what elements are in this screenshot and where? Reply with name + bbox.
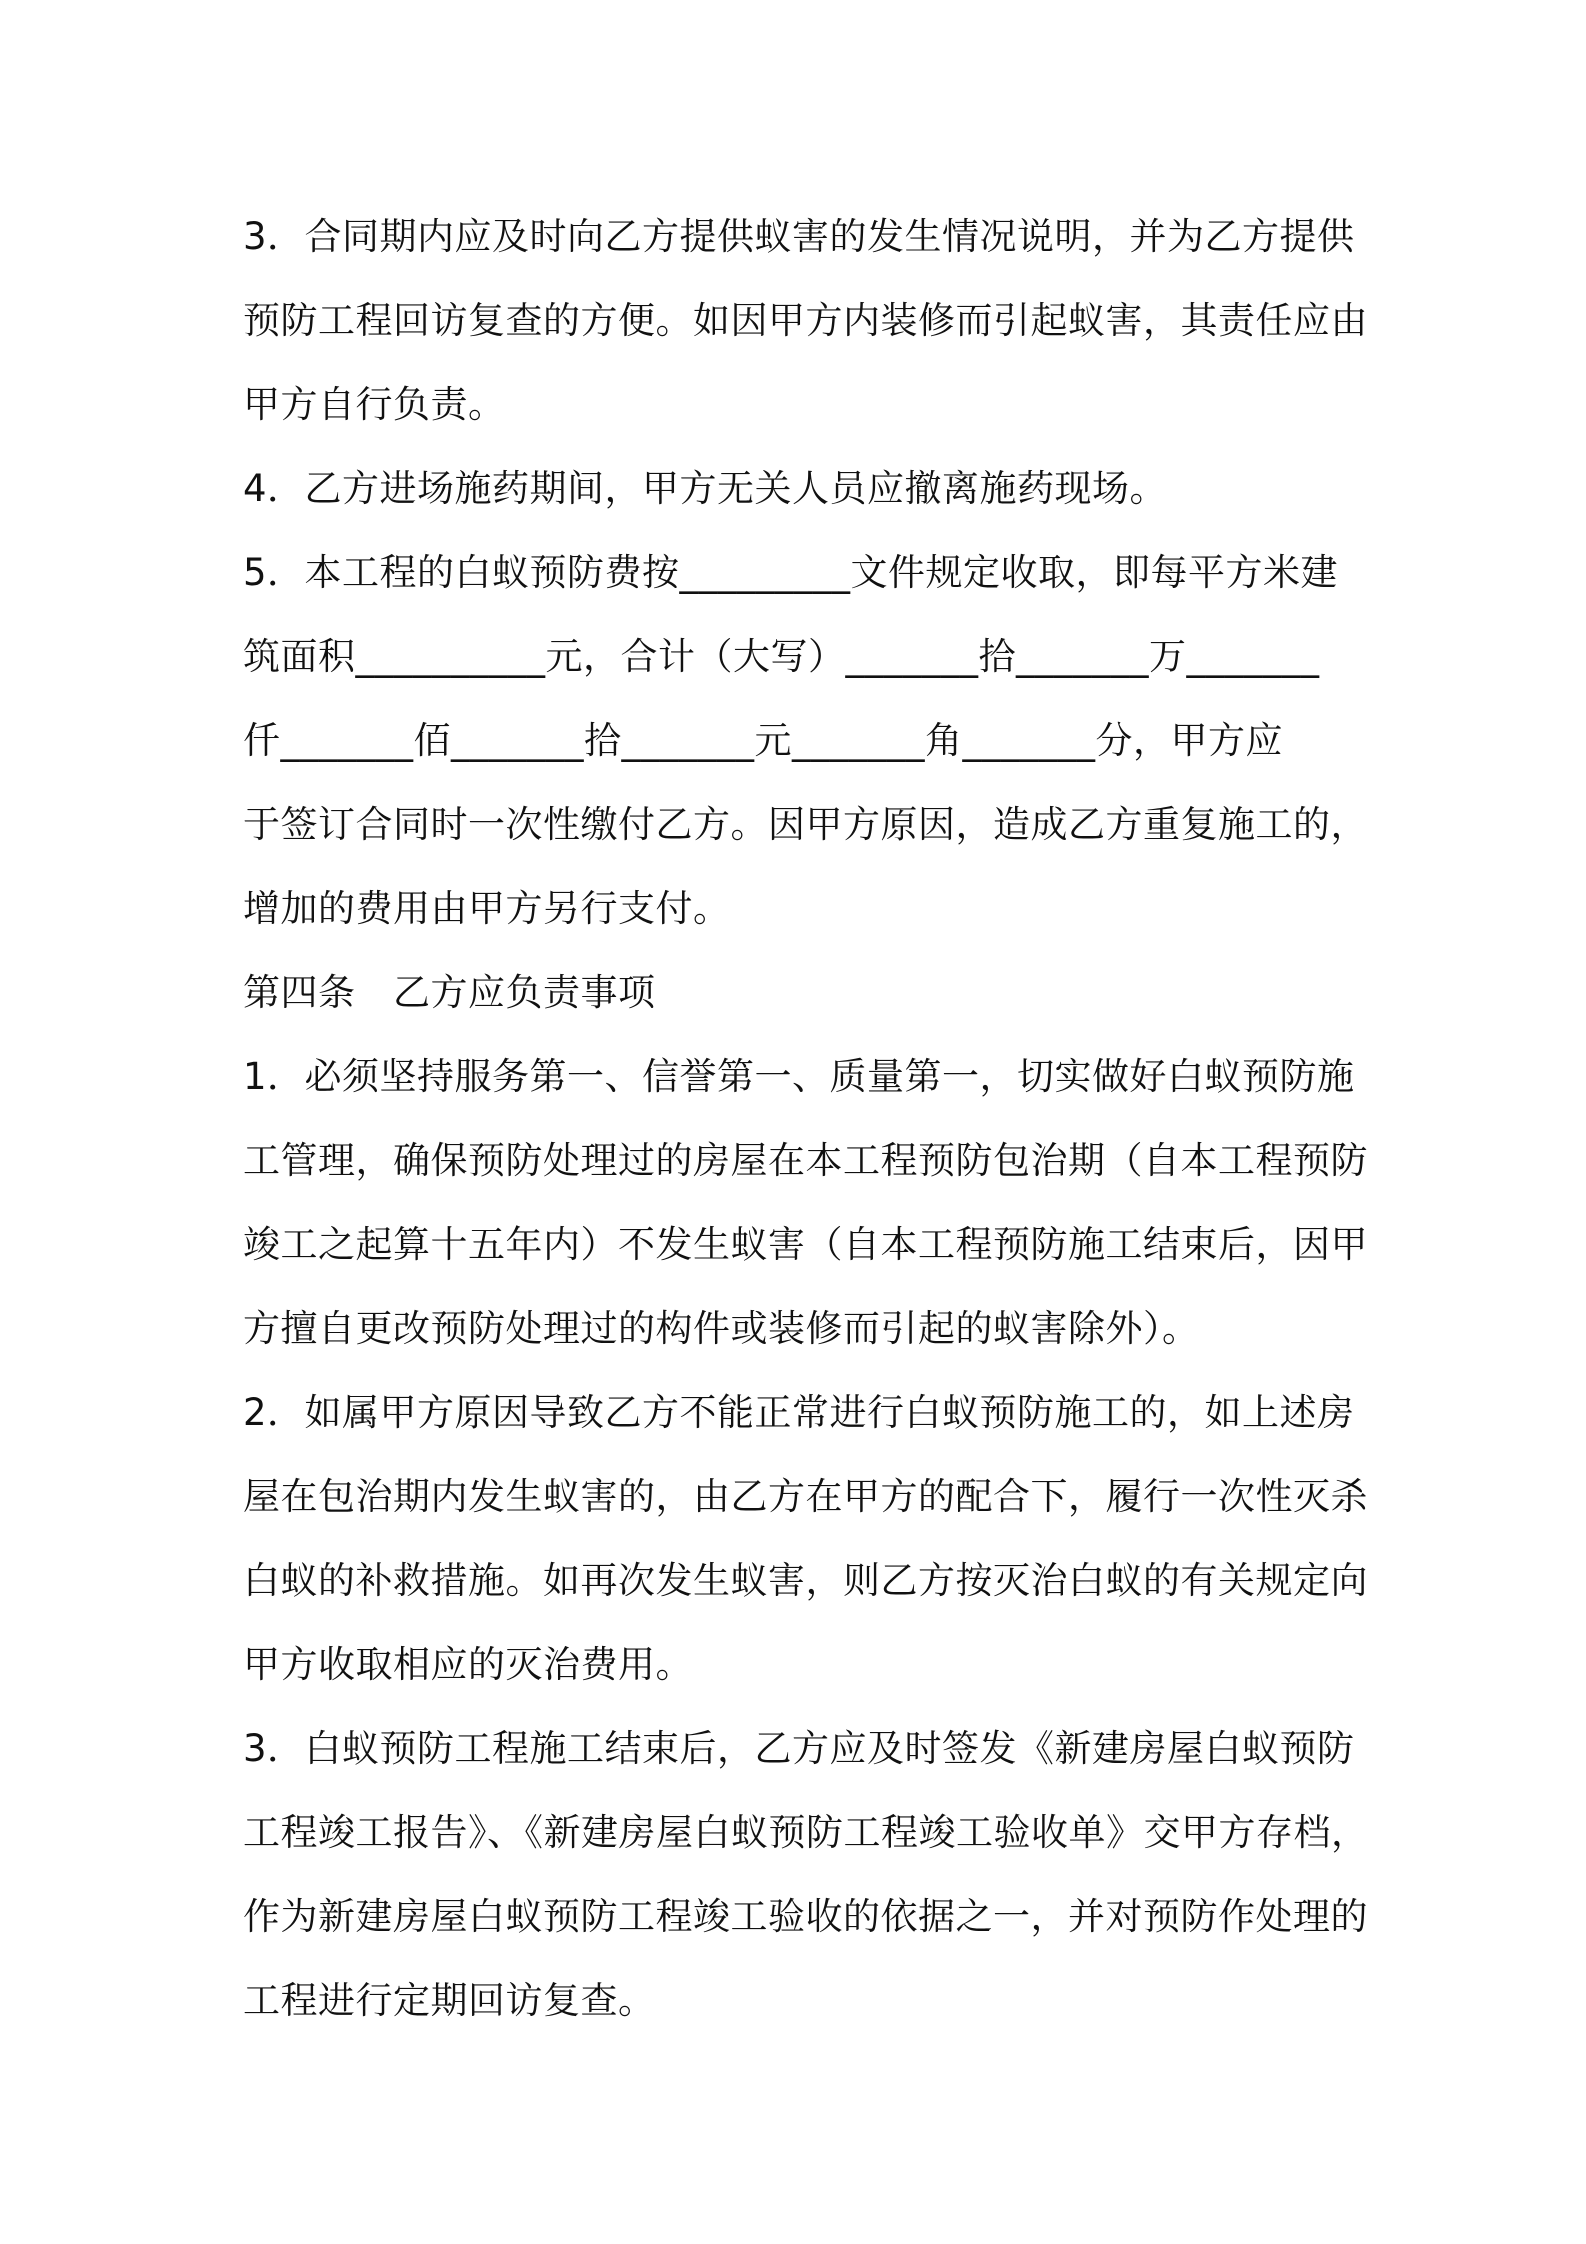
paragraph-line: 工管理，确保预防处理过的房屋在本工程预防包治期（自本工程预防 bbox=[243, 1139, 1368, 1182]
paragraph-line: 工程进行定期回访复查。 bbox=[243, 1979, 656, 2022]
paragraph-line: 于签订合同时一次性缴付乙方。因甲方原因，造成乙方重复施工的， bbox=[243, 803, 1368, 846]
paragraph-line: 3．白蚁预防工程施工结束后，乙方应及时签发《新建房屋白蚁预防 bbox=[243, 1727, 1355, 1770]
document-body bbox=[243, 195, 1369, 2043]
paragraph-line: 4．乙方进场施药期间，甲方无关人员应撤离施药现场。 bbox=[243, 467, 1168, 510]
paragraph-line: 5．本工程的白蚁预防费按_________文件规定收取，即每平方米建 bbox=[243, 551, 1339, 594]
paragraph-line: 增加的费用由甲方另行支付。 bbox=[243, 887, 731, 930]
paragraph-line: 2．如属甲方原因导致乙方不能正常进行白蚁预防施工的，如上述房 bbox=[243, 1391, 1355, 1434]
paragraph-line: 工程竣工报告》、《新建房屋白蚁预防工程竣工验收单》交甲方存档， bbox=[243, 1811, 1369, 1854]
paragraph-line: 3．合同期内应及时向乙方提供蚁害的发生情况说明，并为乙方提供 bbox=[243, 215, 1355, 258]
paragraph-line: 竣工之起算十五年内）不发生蚁害（自本工程预防施工结束后，因甲 bbox=[243, 1223, 1368, 1266]
paragraph-line: 屋在包治期内发生蚁害的，由乙方在甲方的配合下，履行一次性灭杀 bbox=[243, 1475, 1368, 1518]
paragraph-line: 甲方收取相应的灭治费用。 bbox=[243, 1643, 693, 1686]
paragraph-line: 筑面积__________元，合计（大写）_______拾_______万_______ bbox=[243, 635, 1320, 678]
section-heading: 第四条 乙方应负责事项 bbox=[243, 971, 656, 1014]
paragraph-line: 白蚁的补救措施。如再次发生蚁害，则乙方按灭治白蚁的有关规定向 bbox=[243, 1559, 1368, 1602]
paragraph-line: 方擅自更改预防处理过的构件或装修而引起的蚁害除外）。 bbox=[243, 1307, 1200, 1350]
paragraph-line: 仟_______佰_______拾_______元_______角_______分，甲方应 bbox=[243, 719, 1283, 762]
paragraph-line: 作为新建房屋白蚁预防工程竣工验收的依据之一，并对预防作处理的 bbox=[243, 1895, 1368, 1938]
paragraph-line: 甲方自行负责。 bbox=[243, 383, 506, 426]
paragraph-line: 1．必须坚持服务第一、信誉第一、质量第一，切实做好白蚁预防施 bbox=[243, 1055, 1355, 1098]
paragraph-line: 预防工程回访复查的方便。如因甲方内装修而引起蚁害，其责任应由 bbox=[243, 299, 1368, 342]
